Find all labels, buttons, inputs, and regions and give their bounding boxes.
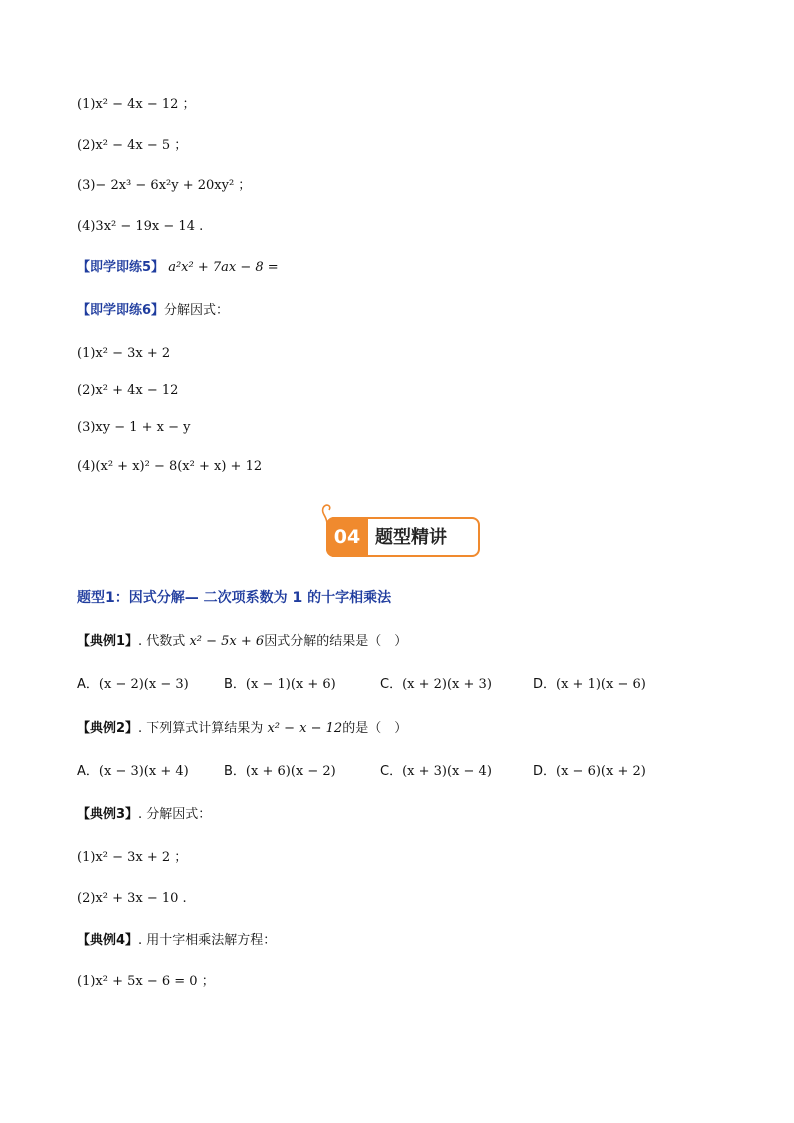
option-letter: B． [224, 764, 246, 779]
option-value: (x + 2)(x + 3) [402, 677, 492, 692]
exercise-prompt: 分解因式： [164, 303, 230, 318]
option-letter: D． [533, 677, 557, 692]
example-text: . 代数式 [138, 634, 190, 649]
item-number: (1) [77, 974, 96, 989]
exercise-item [77, 96, 196, 114]
item-expression: x² − 4x − 12 ； [95, 97, 196, 112]
banner-number: 04 [326, 517, 368, 557]
option-d[interactable] [533, 763, 646, 781]
example-expression: x² − 5x + 6 [189, 634, 265, 649]
item-number: (2) [77, 383, 96, 398]
exercise-expression: a²x² + 7ax − 8 = [168, 260, 279, 275]
option-d[interactable] [533, 676, 646, 694]
example-text: 因式分解的结果是（ ） [264, 634, 408, 649]
exercise-label: 【即学即练5】 [77, 260, 165, 275]
exercise-item [77, 137, 187, 155]
example-text: . 下列算式计算结果为 [138, 721, 268, 736]
option-letter: C． [380, 677, 403, 692]
section-heading: 题型1：因式分解— 二次项系数为 1 的十字相乘法 [77, 590, 392, 606]
example-item [77, 973, 215, 991]
item-expression: x² − 3x + 2 [95, 346, 171, 361]
example-item [77, 890, 187, 908]
option-letter: B． [224, 677, 246, 692]
exercise-item [77, 458, 262, 476]
example-text: . 分解因式： [138, 807, 212, 822]
example-3 [77, 806, 211, 824]
example-label: 【典例2】 [77, 721, 139, 736]
exercise-label: 【即学即练6】 [77, 303, 165, 318]
option-letter: A． [77, 764, 99, 779]
item-expression: x² − 4x − 5 ； [95, 138, 188, 153]
item-number: (3) [77, 420, 96, 435]
option-value: (x + 3)(x − 4) [402, 764, 492, 779]
option-c[interactable] [380, 763, 492, 781]
option-a[interactable] [77, 763, 189, 781]
item-expression: x² − 3x + 2 ； [95, 850, 188, 865]
example-label: 【典例1】 [77, 634, 139, 649]
option-value: (x + 6)(x − 2) [245, 764, 336, 779]
example-4 [77, 932, 276, 950]
example-expression: x² − x − 12 [267, 721, 343, 736]
option-c[interactable] [380, 676, 492, 694]
option-value: (x + 1)(x − 6) [556, 677, 646, 692]
item-expression: x² + 5x − 6 = 0 ； [95, 974, 215, 989]
example-label: 【典例4】 [77, 933, 139, 948]
exercise-6 [77, 302, 229, 320]
exercise-item [77, 382, 178, 400]
exercise-5 [77, 259, 279, 277]
example-label: 【典例3】 [77, 807, 139, 822]
item-number: (1) [77, 850, 96, 865]
item-expression: 3x² − 19x − 14 . [95, 219, 204, 234]
exercise-item [77, 218, 203, 236]
exercise-item [77, 419, 191, 437]
item-expression: x² + 4x − 12 [95, 383, 179, 398]
item-number: (2) [77, 138, 96, 153]
item-expression: xy − 1 + x − y [95, 420, 191, 435]
option-value: (x − 6)(x + 2) [556, 764, 646, 779]
option-letter: A． [77, 677, 99, 692]
item-number: (4) [77, 459, 96, 474]
option-value: (x − 3)(x + 4) [98, 764, 189, 779]
option-a[interactable] [77, 676, 189, 694]
section-banner [323, 512, 479, 558]
option-letter: C． [380, 764, 403, 779]
example-text: . 用十字相乘法解方程： [138, 933, 277, 948]
example-2 [77, 720, 407, 738]
option-value: (x − 1)(x + 6) [245, 677, 336, 692]
item-expression: − 2x³ − 6x²y + 20xy² ； [95, 178, 252, 193]
option-b[interactable] [224, 763, 336, 781]
banner-title: 题型精讲 [375, 527, 447, 548]
example-item [77, 849, 187, 867]
option-letter: D． [533, 764, 557, 779]
item-number: (3) [77, 178, 96, 193]
option-value: (x − 2)(x − 3) [98, 677, 189, 692]
item-expression: x² + 3x − 10 . [95, 891, 187, 906]
option-b[interactable] [224, 676, 336, 694]
item-number: (4) [77, 219, 96, 234]
example-text: 的是（ ） [342, 721, 408, 736]
example-1 [77, 633, 407, 651]
item-expression: (x² + x)² − 8(x² + x) + 12 [95, 459, 263, 474]
item-number: (1) [77, 97, 96, 112]
exercise-item [77, 345, 170, 363]
item-number: (1) [77, 346, 96, 361]
item-number: (2) [77, 891, 96, 906]
exercise-item [77, 177, 251, 195]
